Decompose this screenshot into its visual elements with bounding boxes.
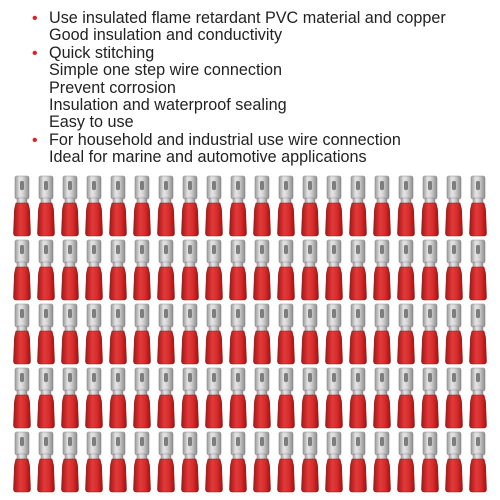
spade-terminal — [470, 240, 487, 300]
feature-line-3 — [0, 45, 500, 62]
terminal-grid-image — [10, 174, 490, 494]
spade-terminal — [302, 176, 319, 236]
feature-text: Easy to use — [49, 113, 134, 132]
spade-terminal — [350, 240, 367, 300]
spade-terminal — [182, 176, 199, 236]
feature-text: Use insulated flame retardant PVC material and copper — [49, 9, 446, 27]
spade-terminal — [206, 240, 223, 300]
spade-terminal — [446, 240, 463, 300]
feature-list — [0, 10, 500, 167]
spade-terminal — [278, 368, 295, 428]
spade-terminal — [134, 176, 151, 236]
spade-terminal — [14, 432, 31, 492]
spade-terminal — [326, 304, 343, 364]
feature-text: Good insulation and conductivity — [49, 26, 283, 45]
spade-terminal — [62, 240, 79, 300]
feature-line-4 — [0, 62, 500, 79]
spade-terminal — [230, 368, 247, 428]
spade-terminal — [38, 432, 55, 492]
spade-terminal — [326, 368, 343, 428]
spade-terminal — [38, 368, 55, 428]
spade-terminal — [350, 368, 367, 428]
spade-terminal — [38, 176, 55, 236]
spade-terminal — [278, 304, 295, 364]
feature-text: Ideal for marine and automotive applications — [49, 148, 367, 167]
spade-terminal — [254, 304, 271, 364]
feature-text: Quick stitching — [49, 43, 155, 62]
spade-terminal — [422, 432, 439, 492]
spade-terminal — [398, 368, 415, 428]
spade-terminal — [398, 304, 415, 364]
spade-terminal — [206, 304, 223, 364]
spade-terminal — [446, 432, 463, 492]
spade-terminal — [158, 304, 175, 364]
spade-terminal — [134, 432, 151, 492]
spade-terminal — [278, 432, 295, 492]
spade-terminal — [158, 240, 175, 300]
spade-terminal — [350, 432, 367, 492]
spade-terminal — [230, 176, 247, 236]
feature-line-8 — [0, 132, 500, 149]
spade-terminal — [110, 432, 127, 492]
spade-terminal — [230, 432, 247, 492]
spade-terminal — [110, 176, 127, 236]
spade-terminal — [158, 176, 175, 236]
spade-terminal — [422, 368, 439, 428]
feature-text: For household and industrial use wire connection — [49, 130, 401, 149]
spade-terminal — [302, 240, 319, 300]
spade-terminal — [326, 432, 343, 492]
spade-terminal — [206, 432, 223, 492]
spade-terminal — [446, 176, 463, 236]
spade-terminal — [374, 176, 391, 236]
bullet-icon: • — [32, 44, 38, 62]
spade-terminal — [158, 368, 175, 428]
spade-terminal — [422, 240, 439, 300]
spade-terminal — [86, 240, 103, 300]
feature-text: Prevent corrosion — [49, 78, 176, 97]
spade-terminal — [470, 304, 487, 364]
spade-terminal — [254, 240, 271, 300]
spade-terminal — [398, 240, 415, 300]
spade-terminal — [86, 176, 103, 236]
feature-line-6 — [0, 97, 500, 114]
spade-terminal — [350, 304, 367, 364]
spade-terminal — [134, 304, 151, 364]
spade-terminal — [86, 368, 103, 428]
spade-terminal — [182, 240, 199, 300]
feature-line-2 — [0, 27, 500, 44]
spade-terminal — [326, 176, 343, 236]
spade-terminal — [374, 368, 391, 428]
feature-line-9 — [0, 149, 500, 166]
spade-terminal — [374, 240, 391, 300]
spade-terminal — [302, 304, 319, 364]
spade-terminal — [278, 176, 295, 236]
bullet-icon: • — [32, 131, 38, 149]
spade-terminal — [230, 240, 247, 300]
spade-terminal — [326, 240, 343, 300]
spade-terminal — [182, 368, 199, 428]
spade-terminal — [470, 432, 487, 492]
feature-text: Insulation and waterproof sealing — [49, 95, 287, 114]
spade-terminal — [350, 176, 367, 236]
spade-terminal — [158, 432, 175, 492]
spade-terminal — [278, 240, 295, 300]
spade-terminal — [110, 304, 127, 364]
feature-line-1 — [0, 10, 500, 27]
spade-terminal — [62, 368, 79, 428]
spade-terminal — [470, 176, 487, 236]
spade-terminal — [206, 368, 223, 428]
spade-terminal — [230, 304, 247, 364]
spade-terminal — [62, 432, 79, 492]
spade-terminal — [110, 368, 127, 428]
spade-terminal — [302, 368, 319, 428]
spade-terminal — [374, 304, 391, 364]
spade-terminal — [134, 240, 151, 300]
spade-terminal — [374, 432, 391, 492]
spade-terminal — [446, 368, 463, 428]
spade-terminal — [254, 432, 271, 492]
spade-terminal — [182, 304, 199, 364]
spade-terminal — [422, 304, 439, 364]
spade-terminal — [38, 304, 55, 364]
spade-terminal — [446, 304, 463, 364]
spade-terminal — [398, 176, 415, 236]
spade-terminal — [14, 368, 31, 428]
spade-terminal — [254, 176, 271, 236]
spade-terminal — [38, 240, 55, 300]
feature-line-5 — [0, 80, 500, 97]
spade-terminal — [86, 304, 103, 364]
bullet-icon: • — [32, 10, 38, 27]
spade-terminal — [86, 432, 103, 492]
spade-terminal — [110, 240, 127, 300]
spade-terminal — [62, 304, 79, 364]
spade-terminal — [302, 432, 319, 492]
feature-text: Simple one step wire connection — [49, 61, 283, 80]
spade-terminal — [422, 176, 439, 236]
spade-terminal — [398, 432, 415, 492]
spade-terminal — [206, 176, 223, 236]
spade-terminal — [14, 176, 31, 236]
spade-terminal — [14, 304, 31, 364]
spade-terminal — [254, 368, 271, 428]
feature-line-7 — [0, 114, 500, 131]
spade-terminal — [182, 432, 199, 492]
spade-terminal — [62, 176, 79, 236]
spade-terminal — [470, 368, 487, 428]
spade-terminal — [14, 240, 31, 300]
spade-terminal — [134, 368, 151, 428]
